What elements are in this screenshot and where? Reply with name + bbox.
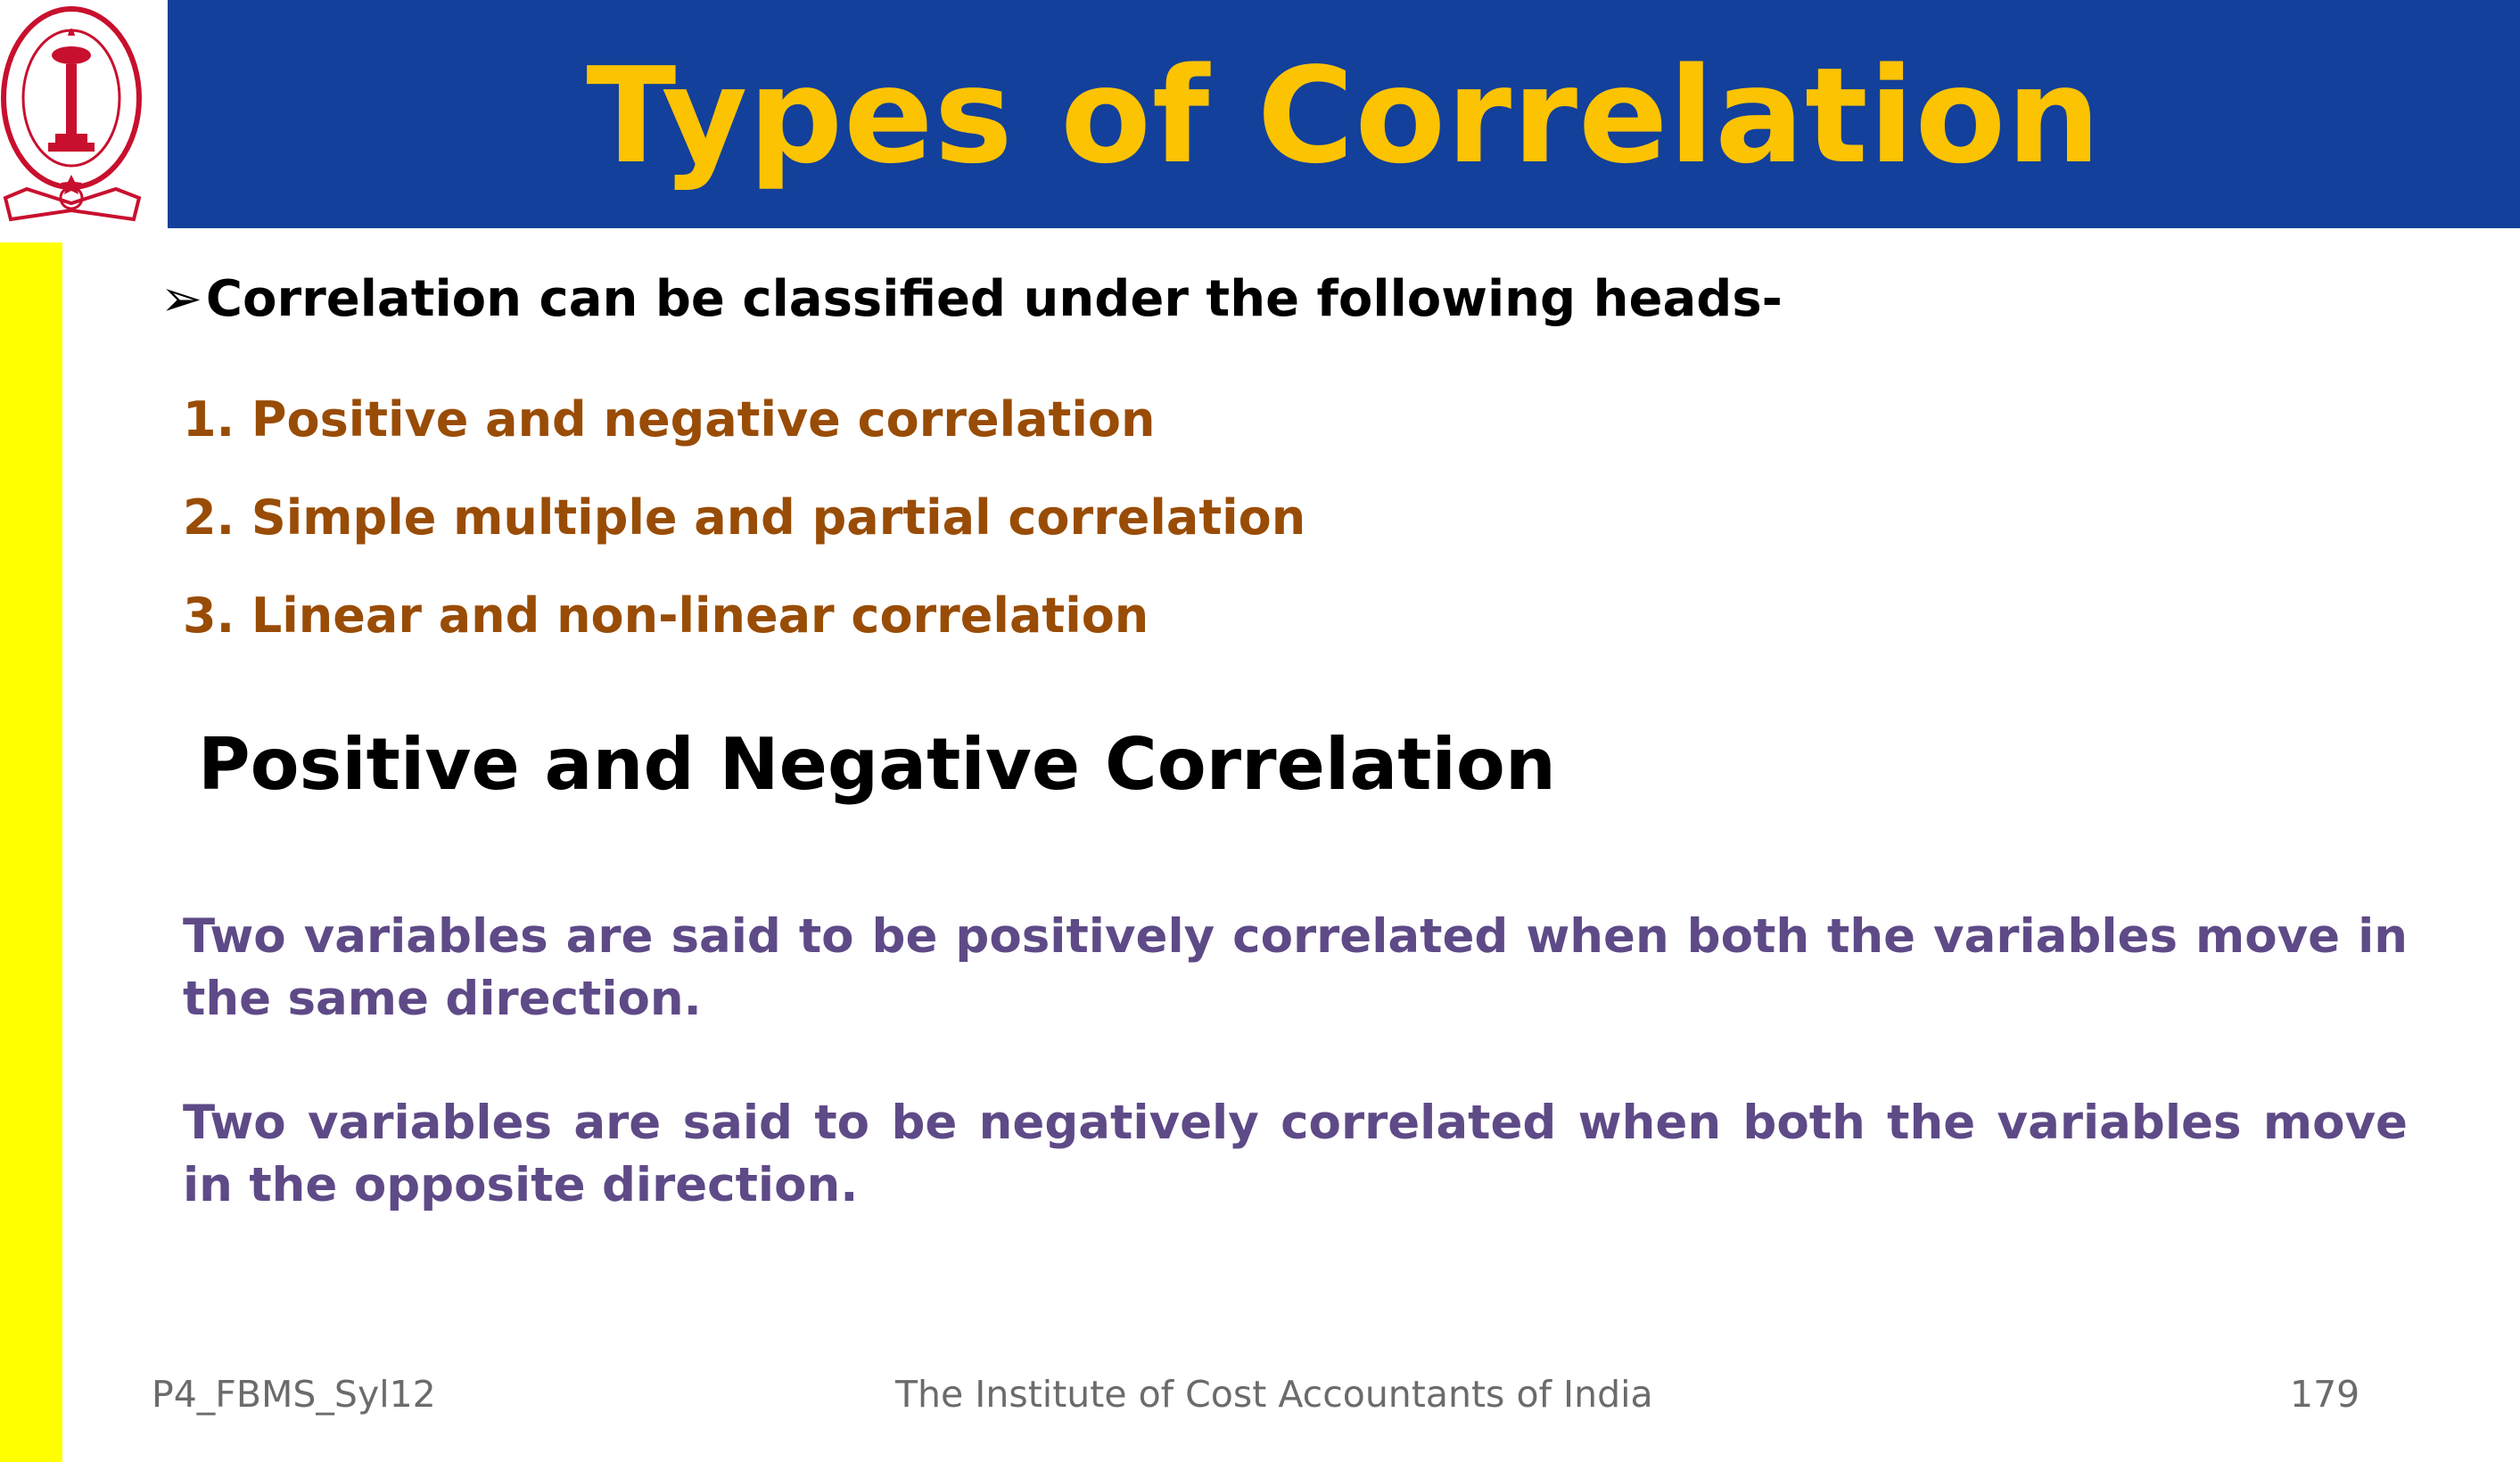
title-bar — [168, 0, 2520, 228]
footer-course-code: P4_FBMS_Syl12 — [152, 1373, 436, 1416]
lamp-emblem-icon — [0, 0, 167, 228]
classification-list — [183, 389, 1305, 683]
arrow-bullet-icon: ➢ — [161, 270, 202, 328]
footer-institute-name: The Institute of Cost Accountants of India — [895, 1373, 1653, 1416]
side-accent-bar — [0, 242, 62, 1462]
negative-correlation-paragraph: Two variables are said to be negatively correlated when both the variables move in the opposite direction. — [183, 1096, 2408, 1212]
positive-correlation-paragraph: Two variables are said to be positively correlated when both the variables move in the same direction. — [183, 909, 2408, 1026]
slide-title: Types of Correlation — [586, 39, 2102, 193]
intro-text: Correlation can be classified under the following heads- — [205, 270, 1783, 328]
list-item: 1. Positive and negative correlation — [183, 391, 1156, 448]
list-item: 2. Simple multiple and partial correlation — [183, 489, 1306, 546]
institute-logo — [0, 0, 167, 228]
slide-number: 179 — [2290, 1373, 2360, 1416]
intro-line — [161, 267, 1783, 332]
section-heading: Positive and Negative Correlation — [198, 723, 1556, 806]
list-item: 3. Linear and non-linear correlation — [183, 587, 1149, 644]
